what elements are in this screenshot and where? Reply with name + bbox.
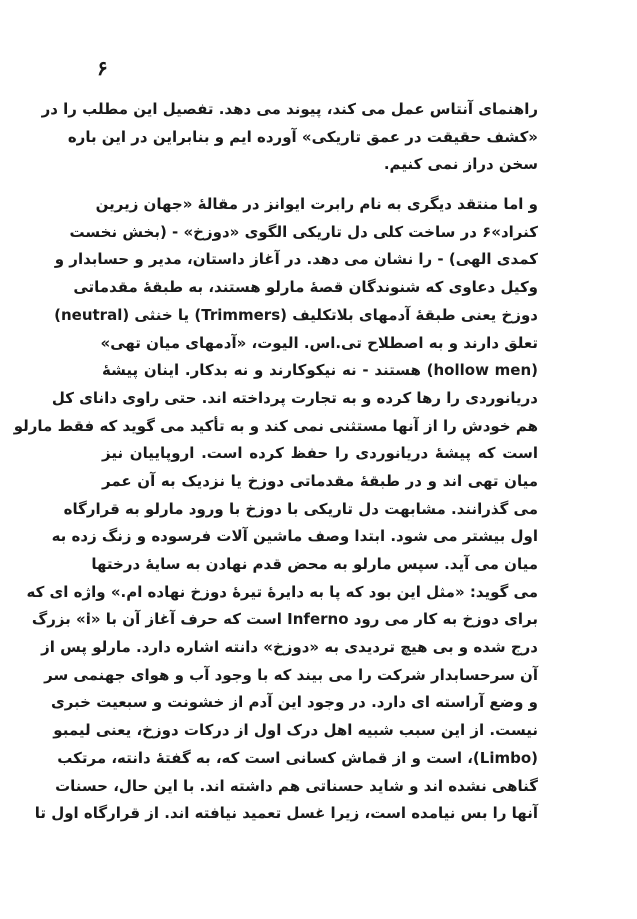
text-line: کنراد»۶ در ساخت کلی دل تاریکی الگوی «دوزخ» - (بخش نخست	[69, 222, 538, 241]
text-line: است که پیشهٔ دریانوردی را حفظ کرده است. اروپاییان نیز	[102, 444, 538, 463]
text-line: می گوید: «مثل این بود که پا به دایرهٔ تیرهٔ دوزخ نهاده ام.» واژه ای که	[26, 582, 538, 601]
text-line: و اما منتقد دیگری به نام رابرت ایوانز در مقالهٔ «جهان زیرین	[95, 195, 538, 214]
text-line: برای دوزخ به کار می رود Inferno است که حرف آغاز آن با «i» بزرگ	[31, 610, 538, 629]
text-line: سخن دراز نمی کنیم.	[383, 155, 538, 174]
text-line: میان می آید. سپس مارلو به محض قدم نهادن به سایهٔ درختها	[91, 555, 538, 573]
text-line: درج شده و بی هیچ تردیدی به «دوزخ» دانته اشاره دارد. مارلو پس از	[41, 638, 538, 657]
text-line: راهنمای آنتاس عمل می کند، پیوند می دهد. تفصیل این مطلب را در	[41, 100, 538, 118]
text-line: آن سرحسابدار شرکت را می بیند که با وجود آب و هوای جهنمی سر	[44, 665, 538, 684]
text-line: هم خودش را از آنها مستثنی نمی کند و به تأکید می گوید که فقط مارلو	[13, 416, 538, 435]
text-line: نیست. از این سبب شبیه اهل درک اول از درکات دوزخ، یعنی لیمبو	[53, 721, 538, 740]
text-line: میان تهی اند و در طبقهٔ مقدماتی دوزخ یا نزدیک به آن عمر	[102, 471, 538, 490]
text-line: اول بیشتر می شود. ابتدا وصف ماشین آلات فرسوده و زنگ زده به	[51, 527, 538, 546]
text-line: دریانوردی را رها کرده و به تجارت پرداخته اند. حتی راوی دانای کل	[51, 388, 538, 407]
text-line: (Limbo)، است و از قماش کسانی است که، به گفتهٔ دانته، مرتکب	[57, 748, 538, 767]
text-line: می گذرانند. مشابهت دل تاریکی با دوزخ با ورود مارلو به قرارگاه	[63, 499, 538, 518]
paragraph	[13, 191, 538, 828]
text-line: و وضع آراسته ای دارد. در وجود این آدم از خشونت و سبعیت خبری	[50, 693, 538, 712]
body-text	[13, 96, 538, 828]
text-line: (hollow men) هستند - نه نیکوکارند و نه بدکار. اینان پیشهٔ	[102, 361, 538, 380]
text-line: کمدی الهی) - را نشان می دهد. در آغاز داستان، مدیر و حسابدار و	[54, 250, 538, 269]
text-line: گناهی نشده اند و شاید حسناتی هم داشته اند. با این حال، حسنات	[55, 776, 538, 795]
text-line: وکیل دعاوی که شنوندگان قصهٔ مارلو هستند، به طبقهٔ مقدماتی	[73, 278, 538, 297]
paragraph	[41, 96, 538, 179]
text-line: «کشف حقیقت در عمق تاریکی» آورده ایم و بنابراین در این باره	[67, 127, 538, 146]
text-line: دوزخ یعنی طبقهٔ آدمهای بلاتکلیف (Trimmers) یا خنثی (neutral)	[54, 305, 538, 324]
text-line: آنها را بس نیامده است، زیرا غسل تعمید نیافته اند. از قرارگاه اول تا	[34, 804, 538, 823]
text-line: تعلق دارند و به اصطلاح تی.اس. الیوت، «آدمهای میان تهی»	[100, 333, 538, 352]
page-number: ۶	[97, 56, 108, 80]
